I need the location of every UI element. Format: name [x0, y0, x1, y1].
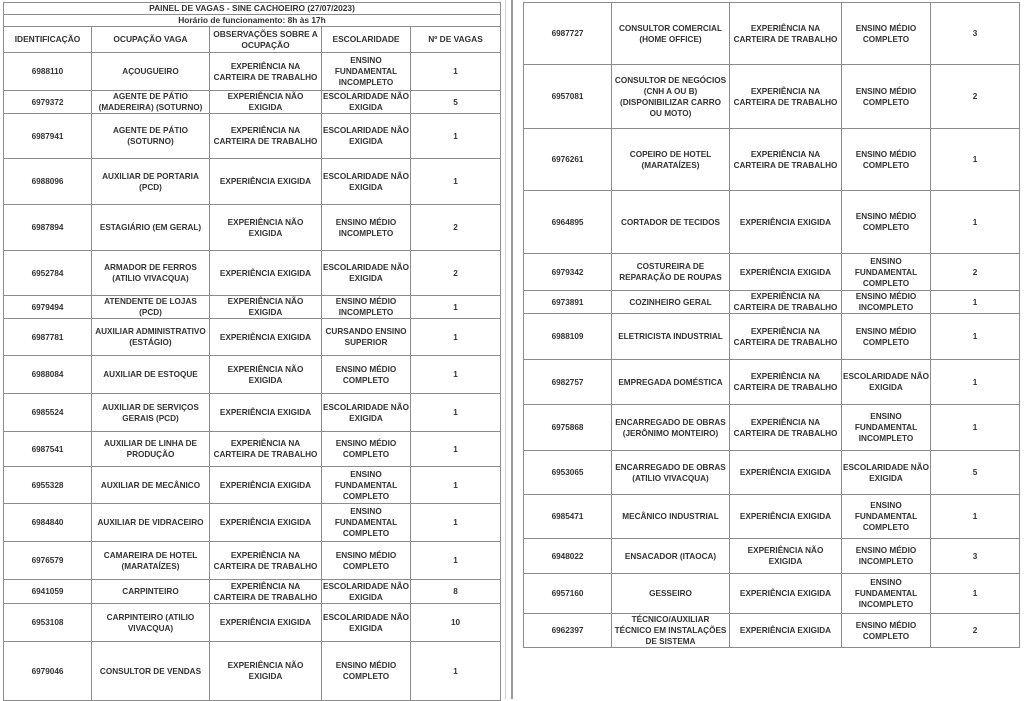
column-header-escolaridade: ESCOLARIDADE: [322, 27, 411, 53]
cell-identificacao: 6988109: [524, 314, 612, 360]
table-row: [4, 432, 501, 467]
cell-identificacao: 6976579: [4, 542, 92, 580]
cell-ocupacao: ENCARREGADO DE OBRAS (ATILIO VIVACQUA): [612, 451, 730, 495]
cell-vagas: 1: [411, 296, 501, 319]
cell-observacoes: EXPERIÊNCIA NA CARTEIRA DE TRABALHO: [730, 405, 842, 451]
cell-vagas: 3: [931, 539, 1020, 574]
cell-vagas: 10: [411, 604, 501, 642]
cell-escolaridade: ENSINO FUNDAMENTAL COMPLETO: [842, 254, 931, 291]
cell-identificacao: 6987727: [524, 3, 612, 65]
cell-escolaridade: ENSINO FUNDAMENTAL COMPLETO: [842, 495, 931, 539]
table-row: [4, 91, 501, 114]
cell-observacoes: EXPERIÊNCIA NÃO EXIGIDA: [210, 91, 322, 114]
cell-escolaridade: CURSANDO ENSINO SUPERIOR: [322, 319, 411, 356]
cell-observacoes: EXPERIÊNCIA EXIGIDA: [210, 467, 322, 504]
cell-escolaridade: ESCOLARIDADE NÃO EXIGIDA: [322, 114, 411, 159]
cell-escolaridade: ENSINO MÉDIO COMPLETO: [842, 65, 931, 129]
cell-ocupacao: ARMADOR DE FERROS (ATILIO VIVACQUA): [92, 251, 210, 296]
cell-identificacao: 6979342: [524, 254, 612, 291]
cell-identificacao: 6988110: [4, 53, 92, 91]
table-row: [4, 159, 501, 205]
cell-ocupacao: AUXILIAR ADMINISTRATIVO (ESTÁGIO): [92, 319, 210, 356]
cell-escolaridade: ENSINO MÉDIO COMPLETO: [842, 3, 931, 65]
cell-identificacao: 6973891: [524, 291, 612, 314]
cell-vagas: 1: [931, 360, 1020, 405]
cell-escolaridade: ENSINO MÉDIO COMPLETO: [322, 542, 411, 580]
cell-identificacao: 6957081: [524, 65, 612, 129]
cell-observacoes: EXPERIÊNCIA NA CARTEIRA DE TRABALHO: [210, 542, 322, 580]
column-header-identificacao: IDENTIFICAÇÃO: [4, 27, 92, 53]
cell-ocupacao: TÉCNICO/AUXILIAR TÉCNICO EM INSTALAÇÕES DE SISTEMA: [612, 614, 730, 648]
cell-observacoes: EXPERIÊNCIA EXIGIDA: [730, 191, 842, 254]
table-row: [524, 495, 1020, 539]
table-row: [524, 614, 1020, 648]
cell-escolaridade: ENSINO MÉDIO COMPLETO: [322, 356, 411, 394]
table-row: [524, 405, 1020, 451]
cell-escolaridade: ESCOLARIDADE NÃO EXIGIDA: [322, 251, 411, 296]
cell-vagas: 1: [411, 53, 501, 91]
cell-observacoes: EXPERIÊNCIA EXIGIDA: [730, 574, 842, 614]
cell-escolaridade: ESCOLARIDADE NÃO EXIGIDA: [842, 360, 931, 405]
cell-ocupacao: GESSEIRO: [612, 574, 730, 614]
cell-vagas: 1: [411, 114, 501, 159]
cell-identificacao: 6984840: [4, 504, 92, 542]
cell-identificacao: 6988096: [4, 159, 92, 205]
cell-identificacao: 6987894: [4, 205, 92, 251]
cell-vagas: 1: [931, 495, 1020, 539]
cell-vagas: 1: [931, 405, 1020, 451]
cell-escolaridade: ENSINO MÉDIO COMPLETO: [842, 191, 931, 254]
cell-identificacao: 6953065: [524, 451, 612, 495]
cell-identificacao: 6952784: [4, 251, 92, 296]
job-table-right: [523, 2, 1020, 648]
cell-observacoes: EXPERIÊNCIA NÃO EXIGIDA: [210, 205, 322, 251]
cell-identificacao: 6962397: [524, 614, 612, 648]
cell-escolaridade: ENSINO FUNDAMENTAL INCOMPLETO: [842, 574, 931, 614]
cell-ocupacao: AUXILIAR DE SERVIÇOS GERAIS (PCD): [92, 394, 210, 432]
cell-ocupacao: CORTADOR DE TECIDOS: [612, 191, 730, 254]
table-row: [524, 3, 1020, 65]
cell-observacoes: EXPERIÊNCIA NA CARTEIRA DE TRABALHO: [730, 129, 842, 191]
cell-vagas: 2: [931, 254, 1020, 291]
cell-vagas: 2: [411, 251, 501, 296]
cell-vagas: 1: [931, 574, 1020, 614]
cell-vagas: 2: [931, 614, 1020, 648]
column-header-vagas: Nº DE VAGAS: [411, 27, 501, 53]
page-edge: [505, 0, 506, 699]
cell-vagas: 1: [931, 191, 1020, 254]
cell-identificacao: 6955328: [4, 467, 92, 504]
cell-observacoes: EXPERIÊNCIA NÃO EXIGIDA: [210, 296, 322, 319]
cell-observacoes: EXPERIÊNCIA EXIGIDA: [210, 319, 322, 356]
table-row: [4, 642, 501, 701]
cell-ocupacao: AUXILIAR DE VIDRACEIRO: [92, 504, 210, 542]
cell-ocupacao: ESTAGIÁRIO (EM GERAL): [92, 205, 210, 251]
cell-observacoes: EXPERIÊNCIA NA CARTEIRA DE TRABALHO: [730, 65, 842, 129]
column-header-ocupacao: OCUPAÇÃO VAGA: [92, 27, 210, 53]
cell-observacoes: EXPERIÊNCIA EXIGIDA: [210, 159, 322, 205]
cell-escolaridade: ESCOLARIDADE NÃO EXIGIDA: [322, 604, 411, 642]
cell-observacoes: EXPERIÊNCIA NÃO EXIGIDA: [210, 642, 322, 701]
cell-identificacao: 6979494: [4, 296, 92, 319]
cell-observacoes: EXPERIÊNCIA NA CARTEIRA DE TRABALHO: [210, 114, 322, 159]
cell-observacoes: EXPERIÊNCIA EXIGIDA: [210, 604, 322, 642]
cell-observacoes: EXPERIÊNCIA NA CARTEIRA DE TRABALHO: [210, 580, 322, 604]
cell-identificacao: 6979046: [4, 642, 92, 701]
cell-vagas: 1: [931, 314, 1020, 360]
cell-identificacao: 6941059: [4, 580, 92, 604]
cell-escolaridade: ENSINO FUNDAMENTAL COMPLETO: [322, 504, 411, 542]
cell-escolaridade: ESCOLARIDADE NÃO EXIGIDA: [322, 159, 411, 205]
cell-ocupacao: CONSULTOR DE VENDAS: [92, 642, 210, 701]
cell-ocupacao: COSTUREIRA DE REPARAÇÃO DE ROUPAS: [612, 254, 730, 291]
cell-escolaridade: ENSINO MÉDIO INCOMPLETO: [322, 205, 411, 251]
table-row: [4, 296, 501, 319]
cell-vagas: 1: [411, 642, 501, 701]
cell-ocupacao: COPEIRO DE HOTEL (MARATAÍZES): [612, 129, 730, 191]
cell-escolaridade: ENSINO FUNDAMENTAL INCOMPLETO: [322, 53, 411, 91]
cell-vagas: 1: [411, 432, 501, 467]
cell-ocupacao: ATENDENTE DE LOJAS (PCD): [92, 296, 210, 319]
table-row: [4, 251, 501, 296]
cell-observacoes: EXPERIÊNCIA EXIGIDA: [210, 504, 322, 542]
cell-identificacao: 6948022: [524, 539, 612, 574]
table-row: [524, 129, 1020, 191]
cell-ocupacao: CONSULTOR COMERCIAL (HOME OFFICE): [612, 3, 730, 65]
document-subtitle: Horário de funcionamento: 8h às 17h: [4, 15, 501, 27]
table-row: [524, 291, 1020, 314]
cell-ocupacao: AGENTE DE PÁTIO (SOTURNO): [92, 114, 210, 159]
table-row: [4, 604, 501, 642]
cell-vagas: 1: [931, 129, 1020, 191]
cell-ocupacao: ENCARREGADO DE OBRAS (JERÔNIMO MONTEIRO): [612, 405, 730, 451]
cell-vagas: 1: [411, 319, 501, 356]
cell-vagas: 1: [411, 467, 501, 504]
table-row: [524, 360, 1020, 405]
table-row: [524, 314, 1020, 360]
cell-escolaridade: ESCOLARIDADE NÃO EXIGIDA: [323, 92, 409, 112]
cell-observacoes: EXPERIÊNCIA NA CARTEIRA DE TRABALHO: [730, 314, 842, 360]
document-title: PAINEL DE VAGAS - SINE CACHOEIRO (27/07/2023): [4, 3, 501, 15]
cell-observacoes: EXPERIÊNCIA NÃO EXIGIDA: [730, 539, 842, 574]
cell-observacoes: EXPERIÊNCIA EXIGIDA: [730, 614, 842, 648]
cell-ocupacao: AUXILIAR DE PORTARIA (PCD): [92, 159, 210, 205]
cell-observacoes: EXPERIÊNCIA EXIGIDA: [210, 251, 322, 296]
cell-vagas: 1: [411, 356, 501, 394]
cell-identificacao: 6982757: [524, 360, 612, 405]
cell-ocupacao: AUXILIAR DE ESTOQUE: [92, 356, 210, 394]
cell-observacoes: EXPERIÊNCIA NA CARTEIRA DE TRABALHO: [210, 53, 322, 91]
cell-ocupacao: AGENTE DE PÁTIO (MADEREIRA) (SOTURNO): [92, 91, 210, 114]
cell-escolaridade: ENSINO MÉDIO INCOMPLETO: [842, 539, 931, 574]
cell-observacoes: EXPERIÊNCIA NÃO EXIGIDA: [210, 356, 322, 394]
cell-escolaridade: ESCOLARIDADE NÃO EXIGIDA: [323, 581, 409, 602]
table-row: [4, 114, 501, 159]
cell-vagas: 5: [411, 91, 501, 114]
cell-escolaridade: ENSINO MÉDIO COMPLETO: [842, 614, 931, 648]
cell-identificacao: 6987941: [4, 114, 92, 159]
cell-observacoes: EXPERIÊNCIA NA CARTEIRA DE TRABALHO: [730, 3, 842, 65]
cell-escolaridade: ENSINO MÉDIO COMPLETO: [322, 432, 411, 467]
column-header-observacoes: OBSERVAÇÕES SOBRE A OCUPAÇÃO: [210, 27, 322, 53]
page-divider: [511, 0, 513, 699]
job-table-left: [3, 2, 501, 701]
cell-vagas: 3: [931, 3, 1020, 65]
cell-identificacao: 6987781: [4, 319, 92, 356]
cell-identificacao: 6975868: [524, 405, 612, 451]
cell-vagas: 1: [411, 542, 501, 580]
cell-observacoes: EXPERIÊNCIA EXIGIDA: [730, 254, 842, 291]
cell-vagas: 1: [411, 159, 501, 205]
cell-escolaridade: ENSINO FUNDAMENTAL COMPLETO: [322, 467, 411, 504]
cell-identificacao: 6957160: [524, 574, 612, 614]
table-row: [524, 254, 1020, 291]
cell-ocupacao: AÇOUGUEIRO: [92, 53, 210, 91]
cell-vagas: 1: [411, 504, 501, 542]
cell-identificacao: 6985471: [524, 495, 612, 539]
cell-ocupacao: CONSULTOR DE NEGÓCIOS (CNH A OU B) (DISPONIBILIZAR CARRO OU MOTO): [612, 65, 730, 129]
cell-escolaridade: ENSINO FUNDAMENTAL INCOMPLETO: [842, 405, 931, 451]
cell-escolaridade: ENSINO MÉDIO COMPLETO: [842, 314, 931, 360]
table-row: [524, 191, 1020, 254]
cell-identificacao: 6979372: [4, 91, 92, 114]
table-row: [524, 574, 1020, 614]
cell-observacoes: EXPERIÊNCIA NA CARTEIRA DE TRABALHO: [730, 291, 842, 314]
cell-escolaridade: ESCOLARIDADE NÃO EXIGIDA: [842, 451, 931, 495]
cell-ocupacao: CARPINTEIRO: [92, 580, 210, 604]
cell-ocupacao: EMPREGADA DOMÉSTICA: [612, 360, 730, 405]
table-row: [4, 356, 501, 394]
cell-ocupacao: AUXILIAR DE MECÂNICO: [92, 467, 210, 504]
table-row: [4, 319, 501, 356]
cell-identificacao: 6988084: [4, 356, 92, 394]
cell-vagas: 1: [931, 291, 1020, 314]
cell-vagas: 2: [931, 65, 1020, 129]
cell-identificacao: 6953108: [4, 604, 92, 642]
table-row: [524, 451, 1020, 495]
cell-identificacao: 6964895: [524, 191, 612, 254]
cell-identificacao: 6987541: [4, 432, 92, 467]
cell-vagas: 8: [411, 580, 501, 604]
cell-identificacao: 6976261: [524, 129, 612, 191]
cell-ocupacao: ELETRICISTA INDUSTRIAL: [612, 314, 730, 360]
table-row: [4, 504, 501, 542]
cell-ocupacao: AUXILIAR DE LINHA DE PRODUÇÃO: [92, 432, 210, 467]
cell-identificacao: 6985524: [4, 394, 92, 432]
cell-ocupacao: MECÂNICO INDUSTRIAL: [612, 495, 730, 539]
table-row: [4, 53, 501, 91]
table-row: [4, 542, 501, 580]
cell-escolaridade: ENSINO MÉDIO INCOMPLETO: [322, 296, 411, 319]
cell-ocupacao: CARPINTEIRO (ATILIO VIVACQUA): [92, 604, 210, 642]
table-row: [4, 394, 501, 432]
table-row: [4, 580, 501, 604]
cell-observacoes: EXPERIÊNCIA NA CARTEIRA DE TRABALHO: [730, 360, 842, 405]
table-row: [524, 65, 1020, 129]
cell-observacoes: EXPERIÊNCIA EXIGIDA: [730, 451, 842, 495]
cell-escolaridade: ESCOLARIDADE NÃO EXIGIDA: [322, 394, 411, 432]
table-row: [4, 467, 501, 504]
cell-ocupacao: CAMAREIRA DE HOTEL (MARATAÍZES): [92, 542, 210, 580]
cell-vagas: 1: [411, 394, 501, 432]
cell-escolaridade: ENSINO MÉDIO COMPLETO: [842, 129, 931, 191]
cell-ocupacao: COZINHEIRO GERAL: [612, 291, 730, 314]
cell-vagas: 2: [411, 205, 501, 251]
cell-observacoes: EXPERIÊNCIA EXIGIDA: [210, 394, 322, 432]
table-row: [524, 539, 1020, 574]
table-row: [4, 205, 501, 251]
cell-observacoes: EXPERIÊNCIA EXIGIDA: [730, 495, 842, 539]
cell-ocupacao: ENSACADOR (ITAOCA): [612, 539, 730, 574]
cell-escolaridade: ENSINO MÉDIO COMPLETO: [322, 642, 411, 701]
cell-vagas: 5: [931, 451, 1020, 495]
cell-escolaridade: ENSINO MÉDIO INCOMPLETO: [842, 291, 931, 314]
cell-observacoes: EXPERIÊNCIA NA CARTEIRA DE TRABALHO: [210, 432, 322, 467]
